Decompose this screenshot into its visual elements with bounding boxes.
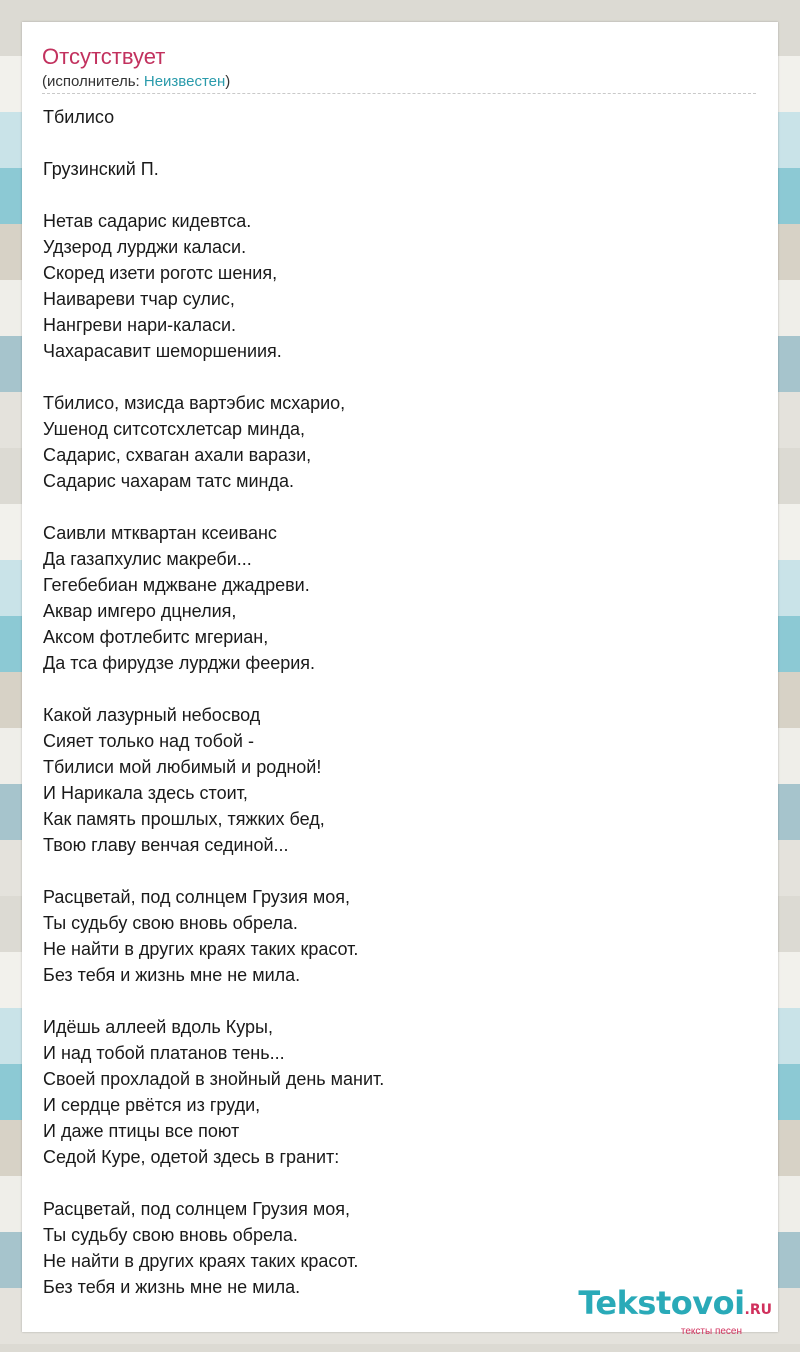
lyric-line: Идёшь аллеей вдоль Куры, <box>43 1017 273 1037</box>
lyric-line: И даже птицы все поют <box>43 1121 240 1141</box>
lyric-line: Какой лазурный небосвод <box>43 705 261 725</box>
lyric-line: Чахарасавит шеморшениия. <box>43 341 282 361</box>
performer-line <box>42 73 230 91</box>
lyric-line: Тбилисо, мзисда вартэбис мсхарио, <box>43 393 346 413</box>
song-title: Отсутствует <box>42 44 166 69</box>
lyric-line: Аксом фотлебитс мгериан, <box>43 627 269 647</box>
lyric-line: Наивареви тчар сулис, <box>43 289 235 309</box>
stanza-gap <box>43 858 743 884</box>
lyric-line: Расцветай, под солнцем Грузия моя, <box>43 1199 350 1219</box>
lyric-line: И над тобой платанов тень... <box>43 1043 285 1063</box>
logo-tld: .RU <box>744 1302 772 1318</box>
lyric-line: Нетав садарис кидевтса. <box>43 211 252 231</box>
performer-prefix: (исполнитель: <box>42 73 144 90</box>
lyric-line: Твою главу венчая сединой... <box>43 835 289 855</box>
stanza-gap <box>43 988 743 1014</box>
site-logo[interactable] <box>578 1286 772 1337</box>
lyric-line: И Нарикала здесь стоит, <box>43 783 248 803</box>
lyric-line: Садарис, схваган ахали варази, <box>43 445 312 465</box>
lyric-line: Ты судьбу свою вновь обрела. <box>43 1225 298 1245</box>
lyric-line: Без тебя и жизнь мне не мила. <box>43 1277 301 1297</box>
lyric-line: Как память прошлых, тяжких бед, <box>43 809 325 829</box>
stanza-gap <box>43 676 743 702</box>
lyric-line: Грузинский П. <box>43 159 159 179</box>
stanza-gap <box>43 494 743 520</box>
stanza-gap <box>43 182 743 208</box>
lyric-line: Скоред изети роготс шения, <box>43 263 278 283</box>
lyric-line: Удзерод лурджи каласи. <box>43 237 247 257</box>
lyric-line: Тбилисо <box>43 107 115 127</box>
lyric-line: Аквар имгеро дцнелия, <box>43 601 237 621</box>
lyric-line: Не найти в других краях таких красот. <box>43 939 359 959</box>
lyric-line: Седой Куре, одетой здесь в гранит: <box>43 1147 340 1167</box>
lyric-line: Расцветай, под солнцем Грузия моя, <box>43 887 350 907</box>
lyric-line: Тбилиси мой любимый и родной! <box>43 757 322 777</box>
lyrics-text <box>43 104 743 1300</box>
stanza-gap <box>43 1170 743 1196</box>
lyric-line: Сияет только над тобой - <box>43 731 254 751</box>
artist-link[interactable]: Неизвестен <box>143 73 226 90</box>
stanza-gap <box>43 130 743 156</box>
lyric-line: Гегебебиан мджване джадреви. <box>43 575 310 595</box>
lyric-line: Садарис чахарам татс минда. <box>43 471 294 491</box>
lyric-line: Ты судьбу свою вновь обрела. <box>43 913 298 933</box>
lyric-line: Саивли мтквартан ксеиванс <box>43 523 277 543</box>
lyric-line: Без тебя и жизнь мне не мила. <box>43 965 301 985</box>
lyric-line: И сердце рвётся из груди, <box>43 1095 261 1115</box>
stanza-gap <box>43 364 743 390</box>
logo-tagline: тексты песен <box>680 1326 742 1337</box>
header-divider <box>42 93 756 94</box>
lyric-line: Ушенод ситсотсхлетсар минда, <box>43 419 305 439</box>
logo-wordmark <box>578 1286 772 1327</box>
lyric-line: Да тса фирудзе лурджи феерия. <box>43 653 316 673</box>
logo-name: Tekstovoi <box>578 1284 745 1322</box>
lyric-line: Нангреви нари-каласи. <box>43 315 237 335</box>
lyric-line: Да газапхулис макреби... <box>43 549 252 569</box>
performer-suffix: ) <box>225 73 231 90</box>
lyric-line: Не найти в других краях таких красот. <box>43 1251 359 1271</box>
lyric-line: Своей прохладой в знойный день манит. <box>43 1069 385 1089</box>
